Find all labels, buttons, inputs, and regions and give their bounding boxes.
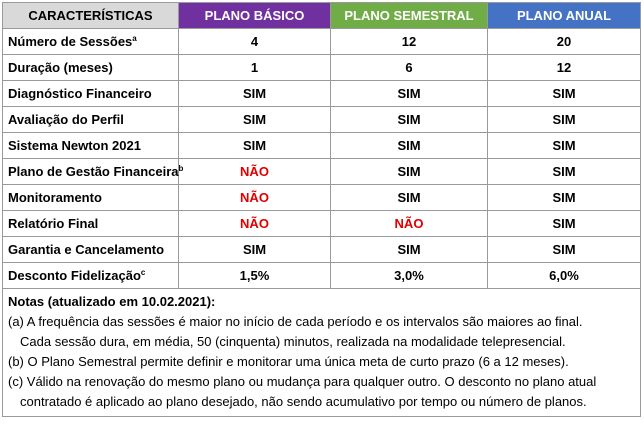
cell-basic: SIM (179, 107, 331, 133)
cell-semestral: 12 (331, 29, 488, 55)
cell-anual: 20 (488, 29, 641, 55)
row-label (3, 133, 179, 159)
row-label (3, 263, 179, 289)
cell-basic: 4 (179, 29, 331, 55)
cell-semestral: NÃO (331, 211, 488, 237)
table-row (3, 107, 641, 133)
row-label (3, 185, 179, 211)
plans-table (2, 2, 641, 417)
row-label-text: Sistema Newton 2021 (8, 138, 141, 153)
header-plano-anual: PLANO ANUAL (488, 3, 641, 29)
cell-anual: 12 (488, 55, 641, 81)
row-label (3, 107, 179, 133)
header-characteristics: CARACTERÍSTICAS (3, 3, 179, 29)
footnote-marker: c (140, 268, 146, 277)
table-row (3, 159, 641, 185)
table-row (3, 237, 641, 263)
cell-semestral: SIM (331, 107, 488, 133)
footnote-marker: a (132, 34, 137, 43)
note-a-line2: Cada sessão dura, em média, 50 (cinquenta) minutos, realizada na modalidade telepresencial. (20, 334, 566, 349)
cell-anual: SIM (488, 81, 641, 107)
row-label (3, 81, 179, 107)
cell-basic: NÃO (179, 159, 331, 185)
row-label-text: Garantia e Cancelamento (8, 242, 165, 257)
cell-anual: SIM (488, 211, 641, 237)
header-plano-semestral: PLANO SEMESTRAL (331, 3, 488, 29)
cell-basic: SIM (179, 133, 331, 159)
notes-cell (3, 289, 641, 417)
table-body (3, 29, 641, 289)
cell-semestral: 3,0% (331, 263, 488, 289)
cell-semestral: SIM (331, 237, 488, 263)
row-label (3, 29, 179, 55)
row-label-text: Relatório Final (8, 216, 99, 231)
notes-row (3, 289, 641, 417)
note-c-line2: contratado é aplicado ao plano desejado, não sendo acumulativo por tempo ou número de planos. (20, 394, 587, 409)
cell-semestral: 6 (331, 55, 488, 81)
table-row (3, 133, 641, 159)
cell-anual: SIM (488, 159, 641, 185)
row-label (3, 237, 179, 263)
row-label-text: Desconto Fidelização (8, 268, 141, 283)
cell-anual: SIM (488, 133, 641, 159)
cell-anual: SIM (488, 237, 641, 263)
cell-basic: SIM (179, 237, 331, 263)
row-label-text: Monitoramento (8, 190, 102, 205)
table-row (3, 211, 641, 237)
note-b-line1: (b) O Plano Semestral permite definir e monitorar uma única meta de curto prazo (6 a 12 meses). (8, 354, 569, 369)
footnote-marker: b (178, 164, 184, 173)
notes-title: Notas (atualizado em 10.02.2021): (8, 294, 216, 309)
row-label-text: Diagnóstico Financeiro (8, 86, 152, 101)
table-row (3, 185, 641, 211)
cell-semestral: SIM (331, 81, 488, 107)
row-label-text: Número de Sessões (8, 34, 133, 49)
row-label (3, 55, 179, 81)
row-label-text: Avaliação do Perfil (8, 112, 124, 127)
note-c-line1: (c) Válido na renovação do mesmo plano ou mudança para qualquer outro. O desconto no plano atual (8, 374, 597, 389)
cell-semestral: SIM (331, 185, 488, 211)
table-row (3, 81, 641, 107)
header-plano-basico: PLANO BÁSICO (179, 3, 331, 29)
cell-semestral: SIM (331, 133, 488, 159)
table-row (3, 55, 641, 81)
cell-anual: 6,0% (488, 263, 641, 289)
note-a-line1: (a) A frequência das sessões é maior no início de cada período e os intervalos são maiores ao final. (8, 314, 583, 329)
cell-basic: NÃO (179, 211, 331, 237)
cell-anual: SIM (488, 185, 641, 211)
row-label (3, 211, 179, 237)
cell-anual: SIM (488, 107, 641, 133)
cell-basic: SIM (179, 81, 331, 107)
cell-basic: 1 (179, 55, 331, 81)
plans-comparison (2, 2, 640, 417)
cell-semestral: SIM (331, 159, 488, 185)
cell-basic: NÃO (179, 185, 331, 211)
table-header-row (3, 3, 641, 29)
row-label-text: Plano de Gestão Financeira (8, 164, 179, 179)
row-label-text: Duração (meses) (8, 60, 113, 75)
row-label (3, 159, 184, 185)
table-row (3, 263, 641, 289)
cell-basic: 1,5% (179, 263, 331, 289)
table-row (3, 29, 641, 55)
